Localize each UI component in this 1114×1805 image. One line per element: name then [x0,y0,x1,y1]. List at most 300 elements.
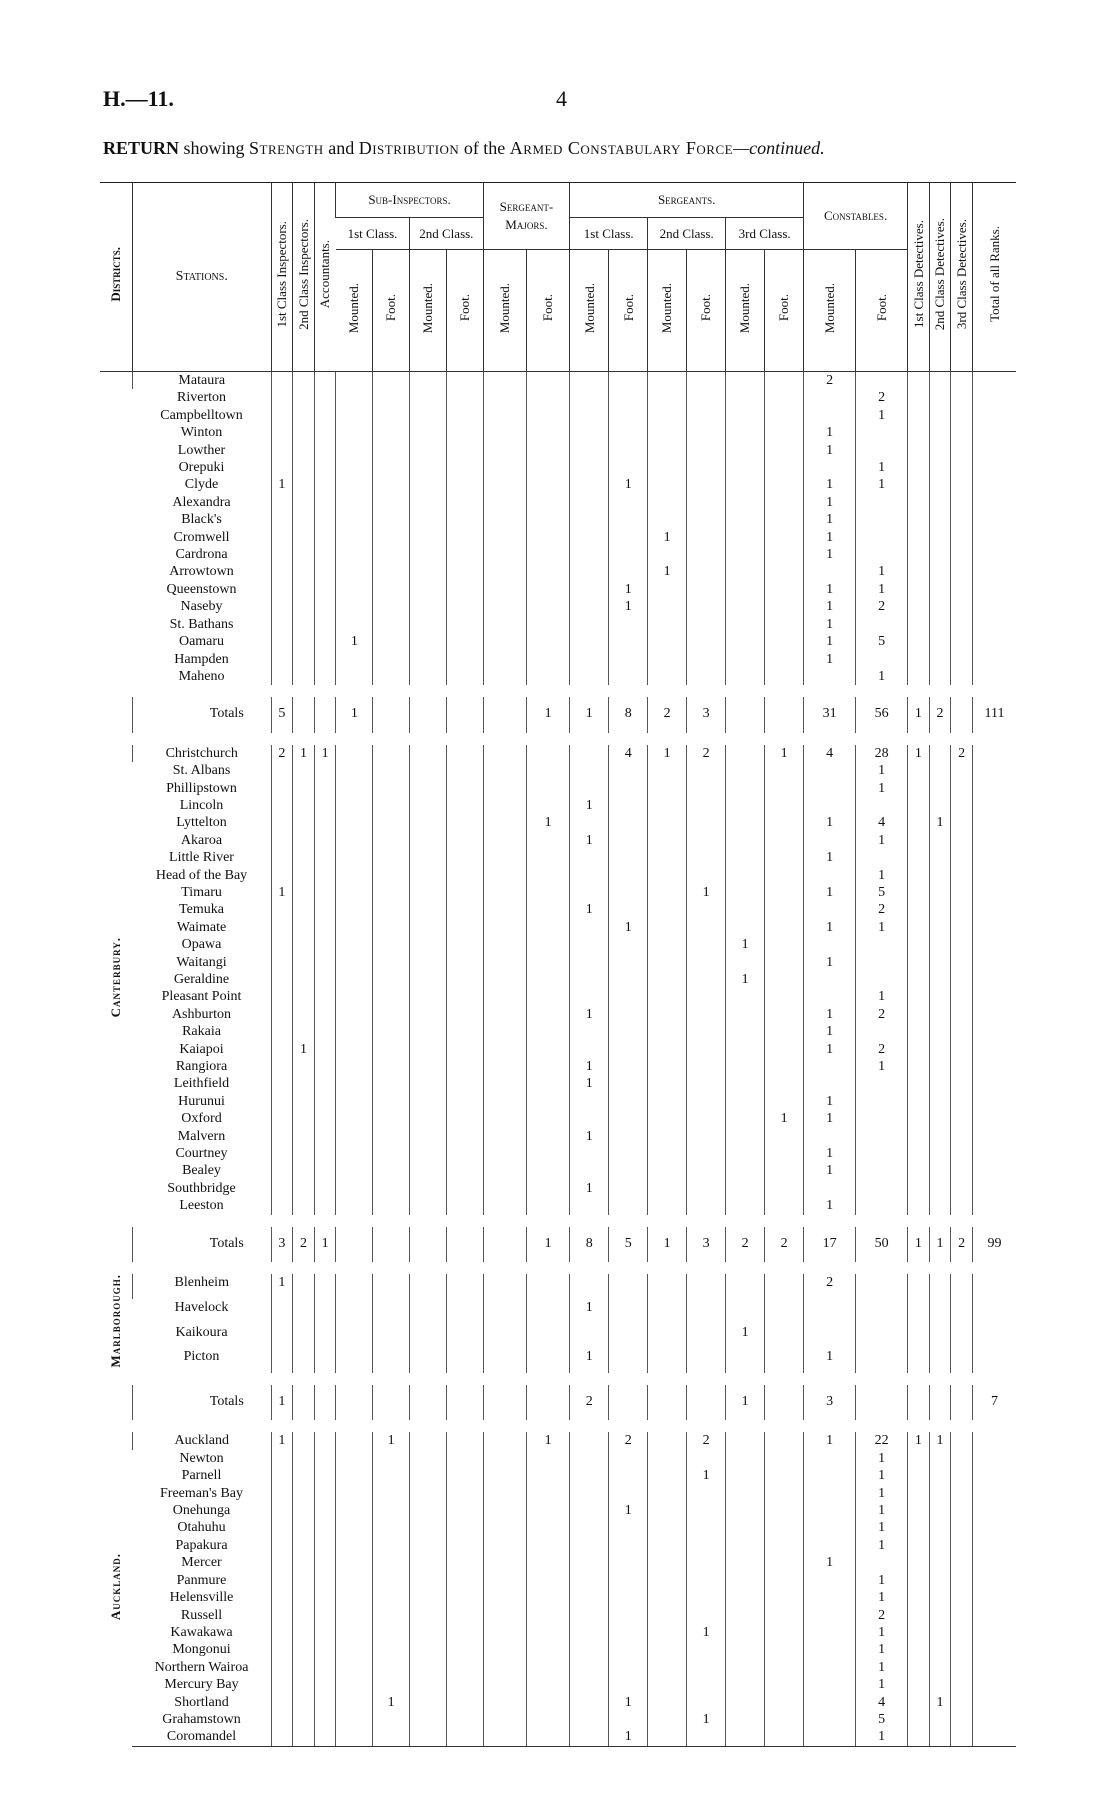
table-cell [446,616,483,633]
table-cell [336,867,373,884]
table-cell [687,668,726,685]
table-cell [446,919,483,936]
table-cell [336,1432,373,1449]
table-cell [726,1624,765,1641]
totals-cell: 2 [951,1227,973,1262]
table-cell [908,1299,930,1324]
table-cell [972,407,1016,424]
table-cell [526,867,569,884]
table-row [100,1058,1016,1075]
table-cell [951,1694,973,1711]
table-cell [972,1058,1016,1075]
table-cell [951,901,973,918]
station-name: Lowther [177,442,226,458]
district-label: Auckland. [108,1553,124,1621]
table-cell [908,616,930,633]
table-cell [410,1485,447,1502]
table-cell [972,372,1016,390]
table-cell: 28 [856,745,908,762]
table-cell [609,797,648,814]
table-cell [410,511,447,528]
station-name: Christchurch [132,745,271,762]
col-sub-inspectors: Sub-Inspectors. [336,183,483,218]
table-row [100,745,1016,762]
table-cell [929,849,951,866]
table-cell [446,780,483,797]
table-cell [446,424,483,441]
table-cell [526,598,569,615]
table-cell [951,1299,973,1324]
table-cell [972,814,1016,831]
station-name: Phillipstown [166,780,237,796]
table-cell [483,1659,526,1676]
table-cell: 1 [856,459,908,476]
table-cell [929,407,951,424]
table-cell [972,633,1016,650]
table-cell [483,832,526,849]
table-cell [271,762,293,779]
table-cell [804,1075,856,1092]
table-cell [373,1624,410,1641]
col-accountants: Accountants. [314,183,336,372]
table-cell [526,511,569,528]
table-cell [483,867,526,884]
table-cell [726,476,765,493]
table-cell [570,407,609,424]
table-cell [314,1432,336,1449]
table-cell [648,616,687,633]
table-cell [336,511,373,528]
table-row [100,1572,1016,1589]
table-cell [908,762,930,779]
table-cell: 1 [856,1537,908,1554]
table-cell: 1 [804,581,856,598]
table-cell [609,814,648,831]
table-cell [929,884,951,901]
table-row [100,1041,1016,1058]
col-total: Total of all Ranks. [972,183,1016,372]
table-cell [336,1711,373,1728]
table-cell [972,1728,1016,1746]
table-cell [336,797,373,814]
table-cell [373,1299,410,1324]
table-row [100,1659,1016,1676]
table-cell [373,1537,410,1554]
table-cell [929,954,951,971]
table-cell [951,1641,973,1658]
table-row [100,867,1016,884]
table-cell [526,954,569,971]
table-cell [336,1624,373,1641]
table-cell [293,616,315,633]
totals-cell: 1 [336,697,373,732]
table-row [100,1450,1016,1467]
totals-cell: 5 [271,697,293,732]
table-cell [726,494,765,511]
table-cell [314,797,336,814]
table-cell [804,901,856,918]
table-cell: 1 [609,1694,648,1711]
totals-cell [765,1385,804,1420]
table-cell [951,616,973,633]
table-cell [765,884,804,901]
table-cell [687,1694,726,1711]
table-cell [483,1485,526,1502]
table-cell [972,529,1016,546]
station-name: Leithfield [173,1076,230,1092]
table-cell [410,1607,447,1624]
table-cell [410,1041,447,1058]
table-cell [314,1110,336,1127]
table-cell: 2 [687,745,726,762]
totals-cell [687,1385,726,1420]
table-cell: 1 [856,407,908,424]
table-cell [314,1041,336,1058]
table-cell [765,954,804,971]
table-cell: 4 [804,745,856,762]
table-cell [726,372,765,390]
table-cell [951,1145,973,1162]
table-cell [765,1324,804,1349]
table-cell: 1 [856,1485,908,1502]
table-cell [373,1041,410,1058]
table-row [100,511,1016,528]
table-cell [972,476,1016,493]
table-cell [687,1093,726,1110]
table-cell [929,1659,951,1676]
station-name: Southbridge [167,1180,236,1196]
table-cell [687,849,726,866]
table-cell [336,1467,373,1484]
table-cell: 1 [570,1006,609,1023]
table-cell [648,424,687,441]
table-row [100,1110,1016,1127]
totals-cell: 1 [726,1385,765,1420]
table-cell [373,745,410,762]
table-cell [293,1058,315,1075]
table-cell [410,529,447,546]
table-cell [570,1110,609,1127]
table-cell [648,1607,687,1624]
table-cell [648,971,687,988]
col-foot: Foot. [526,249,569,371]
table-cell [609,1572,648,1589]
table-cell [609,1324,648,1349]
table-cell [483,1607,526,1624]
table-cell: 1 [687,884,726,901]
table-cell [483,971,526,988]
table-cell [726,1432,765,1449]
table-cell [972,1128,1016,1145]
table-cell [609,563,648,580]
table-cell [293,1145,315,1162]
table-cell [446,1537,483,1554]
table-cell: 1 [373,1432,410,1449]
table-cell: 1 [804,546,856,563]
table-cell [765,1659,804,1676]
table-cell [929,476,951,493]
table-cell [972,1197,1016,1214]
table-cell [804,1180,856,1197]
totals-cell: 1 [526,697,569,732]
table-cell [483,529,526,546]
table-cell: 1 [609,581,648,598]
table-cell [804,780,856,797]
table-cell [856,936,908,953]
table-cell [609,1676,648,1693]
table-body [100,372,1016,1747]
table-cell: 2 [609,1432,648,1449]
table-cell [726,1502,765,1519]
table-cell [929,1075,951,1092]
totals-cell: 1 [271,1385,293,1420]
table-cell [804,1676,856,1693]
table-cell: 1 [804,1093,856,1110]
col-foot: Foot. [856,249,908,371]
table-cell [483,1075,526,1092]
table-cell [410,1467,447,1484]
table-cell [314,581,336,598]
table-cell [271,563,293,580]
col-sgt-3rd-class: 3rd Class. [726,218,804,249]
table-cell [446,1694,483,1711]
table-row [100,1324,1016,1349]
table-cell [410,1519,447,1536]
table-cell [726,668,765,685]
table-cell [648,762,687,779]
table-cell [972,1110,1016,1127]
table-cell [726,563,765,580]
table-cell [648,1274,687,1299]
table-cell [483,745,526,762]
table-cell [908,407,930,424]
table-cell [446,1432,483,1449]
table-cell [972,919,1016,936]
table-cell [765,1023,804,1040]
table-cell [271,1348,293,1373]
table-cell [410,1299,447,1324]
totals-cell [526,1385,569,1420]
totals-cell: 99 [972,1227,1016,1262]
table-cell [526,1274,569,1299]
table-row [100,1093,1016,1110]
table-cell [648,901,687,918]
table-cell [648,1711,687,1728]
table-cell [609,1128,648,1145]
table-cell [293,546,315,563]
table-cell [951,919,973,936]
table-cell [856,1348,908,1373]
table-cell [856,442,908,459]
totals-cell [336,1227,373,1262]
table-cell: 1 [570,901,609,918]
table-cell [271,1467,293,1484]
table-cell [648,780,687,797]
station-name: Leeston [179,1198,224,1214]
table-cell [293,780,315,797]
table-cell [951,1128,973,1145]
table-cell [951,1519,973,1536]
table-cell [446,1041,483,1058]
col-sub-2nd-class: 2nd Class. [410,218,484,249]
table-cell: 1 [804,1006,856,1023]
table-cell [336,1728,373,1746]
table-cell [526,1180,569,1197]
table-cell [765,1162,804,1179]
table-cell [687,633,726,650]
table-cell [908,988,930,1005]
table-cell [929,832,951,849]
table-cell: 1 [804,511,856,528]
table-cell [271,389,293,406]
table-cell [271,1641,293,1658]
table-cell [856,494,908,511]
table-cell [314,971,336,988]
table-cell [765,1093,804,1110]
table-cell [336,1519,373,1536]
table-cell [648,954,687,971]
table-cell [336,780,373,797]
table-cell [483,1274,526,1299]
table-cell [483,849,526,866]
table-cell [271,511,293,528]
table-cell [951,797,973,814]
table-cell: 1 [526,814,569,831]
table-cell [373,1006,410,1023]
table-cell [483,1197,526,1214]
table-cell [483,1006,526,1023]
table-cell [336,1502,373,1519]
table-cell [483,814,526,831]
table-cell [765,1694,804,1711]
table-cell [804,1641,856,1658]
table-cell [446,1023,483,1040]
table-cell [483,407,526,424]
table-cell [726,581,765,598]
table-cell [570,780,609,797]
table-cell [570,616,609,633]
table-cell [972,581,1016,598]
table-cell [687,1162,726,1179]
table-cell [271,919,293,936]
table-cell [908,884,930,901]
table-cell [765,1554,804,1571]
table-cell [446,1075,483,1092]
table-cell [765,407,804,424]
totals-cell: 2 [570,1385,609,1420]
table-cell [726,1572,765,1589]
table-cell [972,442,1016,459]
station-name: Waimate [176,919,227,935]
table-cell [908,372,930,390]
district-label: Canterbury. [108,936,124,1018]
table-cell [609,1075,648,1092]
table-cell [648,1624,687,1641]
table-cell [314,1589,336,1606]
table-cell [687,1728,726,1746]
table-cell [373,1502,410,1519]
table-cell [526,1110,569,1127]
totals-cell: 2 [648,697,687,732]
table-cell [951,1450,973,1467]
table-cell [314,1694,336,1711]
table-cell [446,1145,483,1162]
table-cell [908,797,930,814]
table-cell [526,780,569,797]
table-cell [908,936,930,953]
table-cell [373,616,410,633]
table-cell [908,651,930,668]
table-row [100,1145,1016,1162]
table-cell [336,1075,373,1092]
table-cell [972,1537,1016,1554]
table-cell [336,529,373,546]
table-cell [336,1554,373,1571]
station-name: Mercury Bay [164,1677,239,1693]
table-cell [609,1711,648,1728]
col-detectives-3: 3rd Class Detectives. [951,183,973,372]
table-cell [271,1145,293,1162]
table-cell: 1 [804,1197,856,1214]
table-cell [314,668,336,685]
table-cell [336,1607,373,1624]
table-cell [446,762,483,779]
table-cell [972,1162,1016,1179]
table-cell [765,1589,804,1606]
table-cell [951,651,973,668]
table-row [100,389,1016,406]
station-name: Little River [169,850,234,866]
table-cell [929,1023,951,1040]
table-cell [526,651,569,668]
table-cell [446,668,483,685]
table-cell [373,814,410,831]
table-cell [373,1324,410,1349]
table-cell [648,1485,687,1502]
table-cell [929,1006,951,1023]
table-cell [373,1607,410,1624]
table-cell [609,1006,648,1023]
table-cell [726,1110,765,1127]
table-cell [951,1006,973,1023]
table-cell [410,954,447,971]
table-cell: 1 [687,1624,726,1641]
table-cell [410,459,447,476]
table-cell [951,563,973,580]
table-cell [373,1274,410,1299]
table-cell [373,389,410,406]
table-cell [570,459,609,476]
totals-cell: 1 [908,697,930,732]
table-cell [929,797,951,814]
table-cell [526,616,569,633]
table-cell [293,1694,315,1711]
table-cell [648,1058,687,1075]
table-cell: 1 [570,1058,609,1075]
table-cell [483,1589,526,1606]
table-cell [570,1093,609,1110]
totals-cell [293,697,315,732]
table-cell: 1 [648,745,687,762]
table-cell [856,1145,908,1162]
table-cell [972,745,1016,762]
table-cell [951,668,973,685]
table-cell [336,832,373,849]
table-cell [609,1641,648,1658]
table-cell [972,1093,1016,1110]
table-cell [446,563,483,580]
table-cell [570,1572,609,1589]
